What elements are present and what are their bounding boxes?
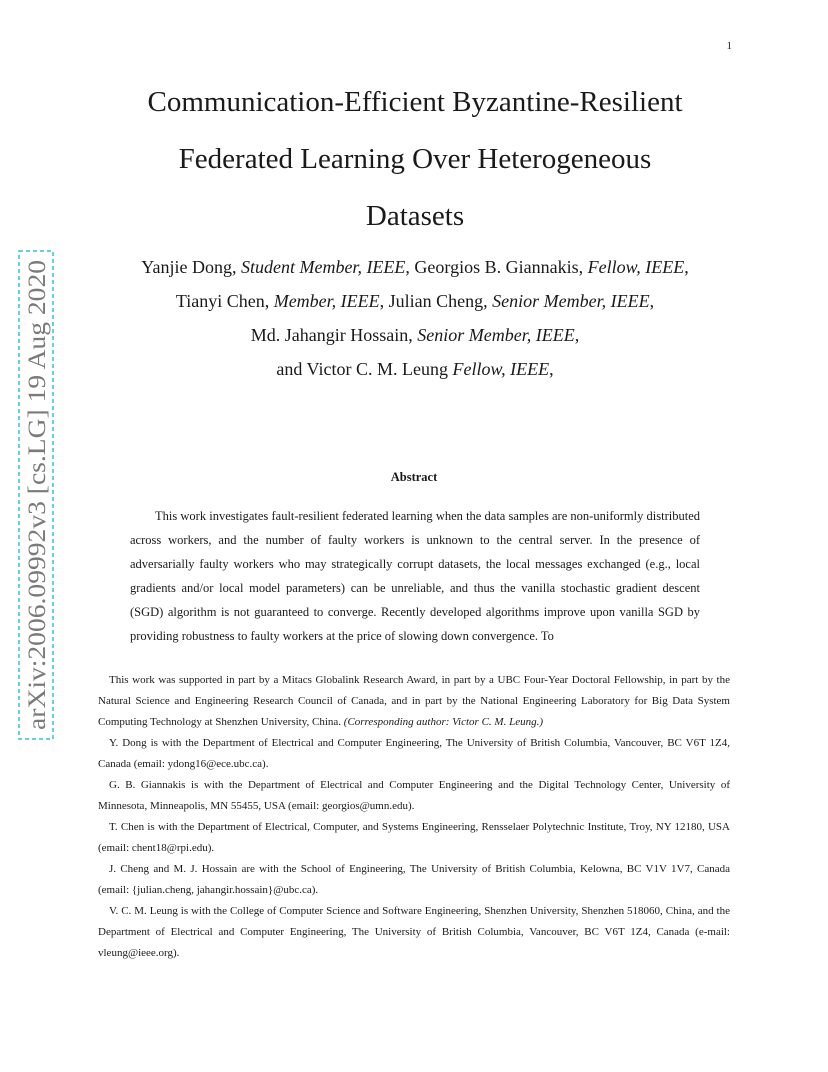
footnote-affiliation-giannakis: G. B. Giannakis is with the Department of Electrical and Computer Engineering and the Digital Technology Center, University of Minnesota, Minneapolis, MN 55455, USA (email: georgios@umn.edu).: [98, 779, 730, 812]
footnote-funding: [98, 670, 730, 733]
author-separator: ,: [574, 325, 580, 345]
footnote-affiliation-leung: V. C. M. Leung is with the College of Computer Science and Software Engineering, Shenzhen University, Shenzhen 518060, China, and the Department of Electrical and Computer Engineering, The University of British Columbia, Vancouver, BC V6T 1Z4, Canada (e-mail: vleung@ieee.org).: [98, 905, 730, 959]
author-name: Tianyi Chen,: [175, 291, 274, 311]
author-line: [60, 250, 770, 284]
author-line: [60, 352, 770, 386]
author-separator: ,: [549, 359, 554, 379]
arxiv-stamp-text: arXiv:2006.09992v3 [cs.LG] 19 Aug 2020: [24, 303, 51, 730]
author-membership: Senior Member, IEEE: [417, 325, 575, 345]
author-name: Yanjie Dong,: [141, 257, 241, 277]
author-membership: Fellow, IEEE: [452, 359, 550, 379]
author-line: [60, 284, 770, 318]
page-number: 1: [726, 40, 732, 52]
paper-title: [70, 74, 760, 245]
title-line: Federated Learning Over Heterogeneous: [178, 143, 652, 175]
arxiv-identifier-stamp: [18, 250, 54, 740]
author-membership: Senior Member, IEEE: [492, 291, 650, 311]
author-separator: ,: [649, 291, 655, 311]
title-line: Communication-Efficient Byzantine-Resilient: [147, 86, 683, 118]
author-list: [60, 250, 770, 386]
author-membership: Member, IEEE: [273, 291, 380, 311]
footnote-affiliation-cheng-hossain: J. Cheng and M. J. Hossain are with the School of Engineering, The University of British Columbia, Kelowna, BC V1V 1V7, Canada (email: {julian.cheng, jahangir.hossain}@ubc.ca).: [98, 863, 730, 896]
author-line: [60, 318, 770, 352]
funding-text: This work was supported in part by a Mitacs Globalink Research Award, in part by a UBC Four-Year Doctoral Fellowship, in part by the Natural Science and Engineering Research Council of Canada, and in part by the National Engineering Laboratory for Big Data System Computing Technology at Shenzhen University, China.: [98, 674, 730, 728]
author-separator: ,: [684, 257, 689, 277]
abstract-text: This work investigates fault-resilient federated learning when the data samples are non-uniformly distributed across workers, and the number of faulty workers is unknown to the central server. In the presence of adversarially faulty workers who may strategically corrupt datasets, the local messages exchanged (e.g., local gradients and/or local model parameters) can be unreliable, and thus the vanilla stochastic gradient descent (SGD) algorithm is not guaranteed to converge. Recently developed algorithms improve upon vanilla SGD by providing robustness to faulty workers at the price of slowing down convergence. To: [130, 509, 700, 643]
author-name: and Victor C. M. Leung: [276, 359, 453, 379]
footnotes: [98, 670, 730, 964]
footnote-affiliation-dong: Y. Dong is with the Department of Electrical and Computer Engineering, The University of British Columbia, Vancouver, BC V6T 1Z4, Canada (email: ydong16@ece.ubc.ca).: [98, 737, 730, 770]
abstract-heading: Abstract: [390, 470, 438, 484]
author-name: Md. Jahangir Hossain,: [250, 325, 418, 345]
footnote-affiliation-chen: T. Chen is with the Department of Electrical, Computer, and Systems Engineering, Rensselaer Polytechnic Institute, Troy, NY 12180, USA (email: chent18@rpi.edu).: [98, 821, 730, 854]
corresponding-author-note: (Corresponding author: Victor C. M. Leung.): [343, 716, 543, 728]
author-membership: Fellow, IEEE: [587, 257, 685, 277]
author-membership: Student Member, IEEE: [240, 257, 406, 277]
author-name: , Georgios B. Giannakis,: [405, 257, 588, 277]
title-line: Datasets: [365, 200, 465, 232]
author-name: , Julian Cheng,: [379, 291, 493, 311]
